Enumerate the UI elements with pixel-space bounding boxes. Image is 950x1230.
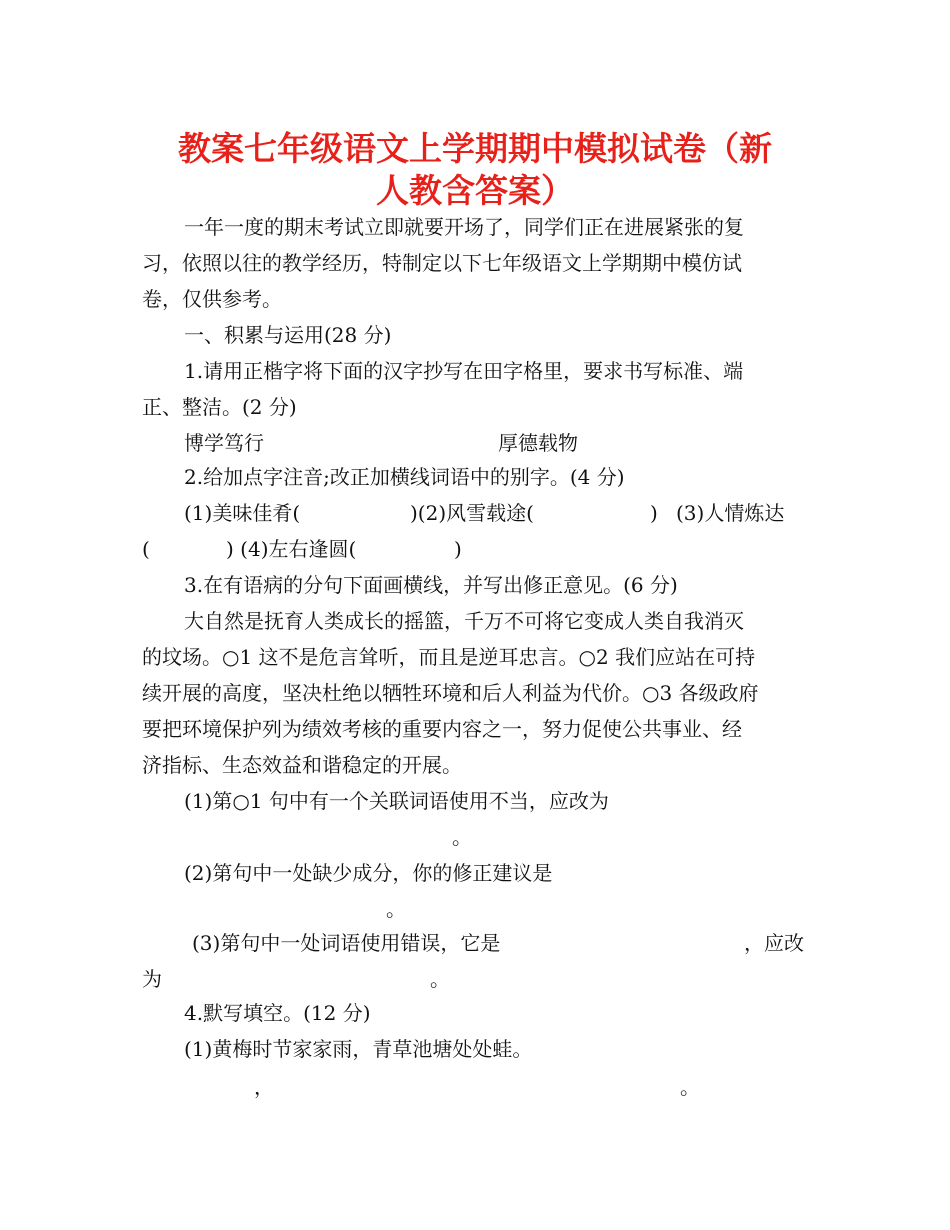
intro-text-1: 一年一度的期末考试立即就要开场了，同学们正在进展紧张的复 — [184, 215, 744, 239]
question-1-line-1 — [184, 354, 812, 388]
question-2-line-1 — [184, 460, 812, 494]
question-4-sub-1: (1)黄梅时节家家雨，青草池塘处处蛙。 — [184, 1037, 533, 1061]
passage-line-1 — [184, 604, 812, 638]
section-heading — [184, 318, 812, 352]
passage-text-1: 大自然是抚育人类成长的摇篮，千万不可将它变成人类自我消灭 — [184, 609, 744, 633]
question-2-item-3: (3)人情炼达 — [676, 501, 785, 525]
passage-text-3: 续开展的高度，坚决杜绝以牺牲环境和后人利益为代价。○3 各级政府 — [142, 681, 759, 705]
passage-text-2: 的坟场。○1 这不是危言耸听，而且是逆耳忠言。○2 我们应站在可持 — [142, 645, 756, 669]
question-4-text: 4.默写填空。(12 分) — [184, 1001, 371, 1025]
fill-blank-period: 。 — [680, 1075, 700, 1099]
question-3-sub-1-end: 。 — [452, 825, 472, 849]
question-2-line3-open: ( — [142, 537, 150, 561]
question-3-sub-3: (3)第句中一处词语使用错误，它是 — [192, 931, 501, 955]
title-line-1: 教案七年级语文上学期期中模拟试卷（新 — [178, 129, 772, 168]
question-2-text: 2.给加点字注音;改正加横线词语中的别字。(4 分) — [184, 465, 625, 489]
question-1-text-cont: 正、整洁。(2 分) — [142, 395, 297, 419]
question-2-item-close: ) — [650, 501, 658, 525]
section-heading-text: 一、积累与运用(28 分) — [184, 323, 392, 347]
question-4-line-1 — [184, 996, 812, 1030]
question-3-sub-1: (1)第○1 句中有一个关联词语使用不当，应改为 — [184, 789, 609, 813]
question-2-item-2: )(2)风雪载途( — [410, 501, 534, 525]
passage-line-3 — [142, 676, 812, 710]
passage-text-4: 要把环境保护列为绩效考核的重要内容之一，努力促使公共事业、经 — [142, 717, 742, 741]
question-2-item-1: (1)美味佳肴( — [184, 501, 301, 525]
question-2-line3-close: ) — [454, 537, 462, 561]
copy-word-2: 厚德载物 — [498, 431, 578, 455]
document-title-continued — [140, 166, 810, 216]
question-3-text: 3.在有语病的分句下面画横线，并写出修正意见。(6 分) — [184, 573, 678, 597]
intro-text-3: 卷，仅供参考。 — [142, 287, 282, 311]
passage-line-4 — [142, 712, 812, 746]
passage-line-2 — [142, 640, 812, 674]
question-2-item-4: ) (4)左右逢圆( — [226, 537, 357, 561]
question-1-text: 1.请用正楷字将下面的汉字抄写在田字格里，要求书写标准、端 — [184, 359, 744, 383]
passage-text-5: 济指标、生态效益和谐稳定的开展。 — [142, 753, 462, 777]
question-1-line-2 — [142, 390, 812, 424]
question-3-sub-2: (2)第句中一处缺少成分，你的修正建议是 — [184, 861, 553, 885]
title-line-2: 人教含答案） — [376, 171, 574, 210]
copy-word-1: 博学笃行 — [184, 431, 264, 455]
question-3-sub-2-end: 。 — [386, 897, 406, 921]
fill-blank-comma: ， — [254, 1075, 274, 1099]
intro-paragraph-line-2 — [142, 246, 812, 280]
intro-paragraph-line-3 — [142, 282, 812, 316]
passage-line-5 — [142, 748, 812, 782]
question-3-sub-3-end: 。 — [430, 967, 450, 991]
intro-text-2: 习，依照以往的教学经历，特制定以下七年级语文上学期期中模仿试 — [142, 251, 742, 275]
question-3-line-1 — [184, 568, 812, 602]
question-3-sub-3-mid: ，应改 — [744, 931, 804, 955]
question-3-sub-3-cont: 为 — [142, 967, 162, 991]
intro-paragraph-line-1 — [184, 210, 812, 244]
